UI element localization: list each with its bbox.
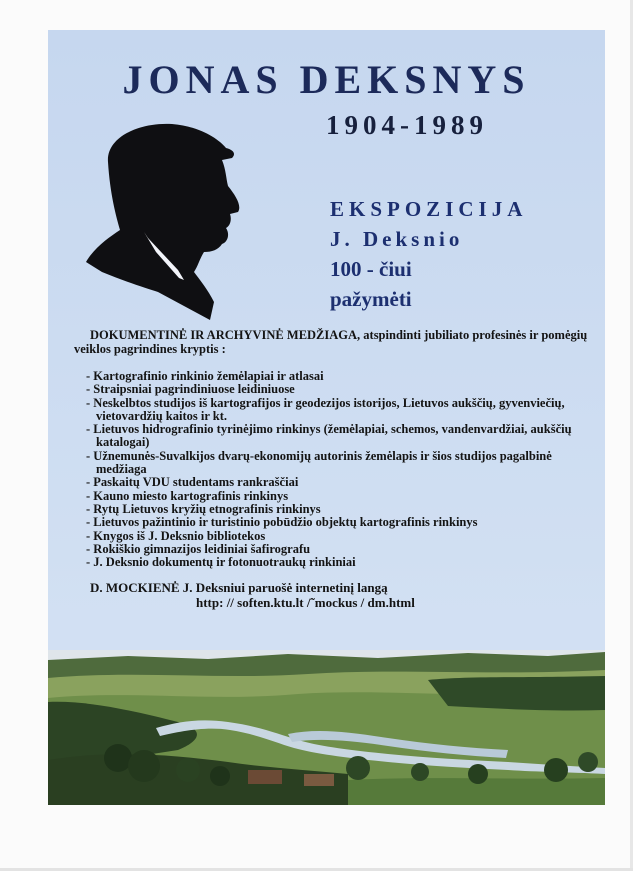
exposition-caption — [330, 194, 527, 314]
caption-line: pažymėti — [330, 287, 412, 311]
list-item: - Lietuvos hidrografinio tyrinėjimo rinkinys (žemėlapiai, schemos, vandenvardžiai, aukščių katalogai) — [86, 422, 572, 450]
portrait-silhouette — [86, 120, 246, 320]
list-item: - Rokiškio gimnazijos leidiniai šafirografu — [86, 541, 311, 556]
caption-line: 100 - čiui — [330, 257, 412, 281]
poster-years: 1904-1989 — [326, 110, 488, 140]
list-item: - Neskelbtos studijos iš kartografijos ir geodezijos istorijos, Lietuvos aukščių, gyvenviečių, vietovardžių kaitos ir kt. — [86, 395, 565, 423]
poster-title: JONAS DEKSNYS — [122, 57, 531, 102]
poster — [48, 30, 605, 805]
landscape-photo — [48, 650, 605, 805]
intro-paragraph: DOKUMENTINĖ IR ARCHYVINĖ MEDŽIAGA, atspindinti jubiliato profesinės ir pomėgių veiklos pagrindines kryptis : — [74, 328, 588, 356]
list-item: - Knygos iš J. Deksnio bibliotekos — [86, 528, 266, 543]
list-item: - J. Deksnio dokumentų ir fotonuotraukų rinkiniai — [86, 555, 356, 570]
web-address[interactable]: http: // soften.ktu.lt /˜mockus / dm.html — [196, 595, 415, 610]
caption-line: J. Deksnio — [330, 227, 464, 251]
list-item: - Straipsniai pagrindiniuose leidiniuose — [86, 382, 295, 397]
caption-line: EKSPOZICIJA — [330, 197, 528, 221]
materials-list — [86, 370, 591, 569]
author-credit: D. MOCKIENĖ J. Deksniui paruošė internetinį langą — [90, 580, 388, 595]
list-item: - Lietuvos pažintinio ir turistinio pobūdžio objektų kartografinis rinkinys — [86, 515, 478, 530]
list-item: - Rytų Lietuvos kryžių etnografinis rinkinys — [86, 501, 321, 516]
list-item: - Užnemunės-Suvalkijos dvarų-ekonomijų autorinis žemėlapis ir šios studijos pagalbinė medžiaga — [86, 448, 552, 477]
list-item: - Paskaitų VDU studentams rankraščiai — [86, 475, 299, 490]
list-item: - Kauno miesto kartografinis rinkinys — [86, 488, 289, 503]
list-item: - Kartografinio rinkinio žemėlapiai ir atlasai — [86, 369, 324, 383]
